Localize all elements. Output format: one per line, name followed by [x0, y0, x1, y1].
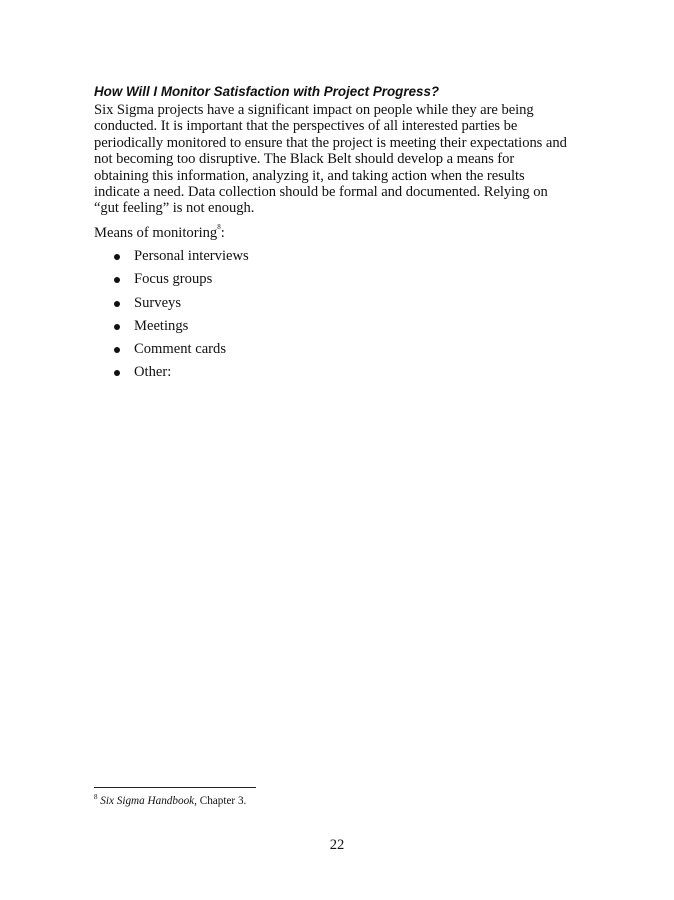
page-number: 22	[329, 837, 345, 853]
bullet-icon	[114, 277, 120, 283]
list-item-label: Personal interviews	[134, 248, 249, 264]
list-item-label: Surveys	[134, 294, 182, 311]
list-item-label: Other:	[134, 364, 172, 381]
means-label-text: Means of monitoring	[94, 225, 218, 241]
means-label-colon: :	[220, 225, 225, 241]
bullet-icon	[114, 301, 120, 307]
bullet-icon	[114, 370, 120, 376]
section-heading: How Will I Monitor Satisfaction with Project Progress?	[94, 84, 440, 99]
footnote-book-title: Six Sigma Handbook	[100, 795, 195, 807]
footnote-reference: 8	[217, 223, 221, 231]
footnote-text: , Chapter 3.	[194, 795, 247, 807]
footnote-number: 8	[94, 793, 98, 801]
body-paragraph: Six Sigma projects have a significant impact on people while they are being conducted. It is important that the perspectives of all interested parties be periodically monitored to ensure that the project is meeting their expectations and not becoming too disruptive. The Black Belt should develop a means for obtaining this information, analyzing it, and taking action when the results indicate a need. Data collection should be formal and documented. Relying on “gut feeling” is not enough.	[94, 102, 567, 217]
bullet-icon	[114, 324, 120, 330]
list-item-label: Comment cards	[134, 341, 227, 358]
footnote	[94, 794, 246, 808]
bullet-icon	[114, 347, 120, 353]
bullet-icon	[114, 254, 120, 260]
list-item-label: Meetings	[134, 317, 189, 334]
footnote-separator	[94, 787, 256, 788]
list-item-label: Focus groups	[134, 271, 213, 288]
means-of-monitoring-label	[94, 224, 225, 242]
